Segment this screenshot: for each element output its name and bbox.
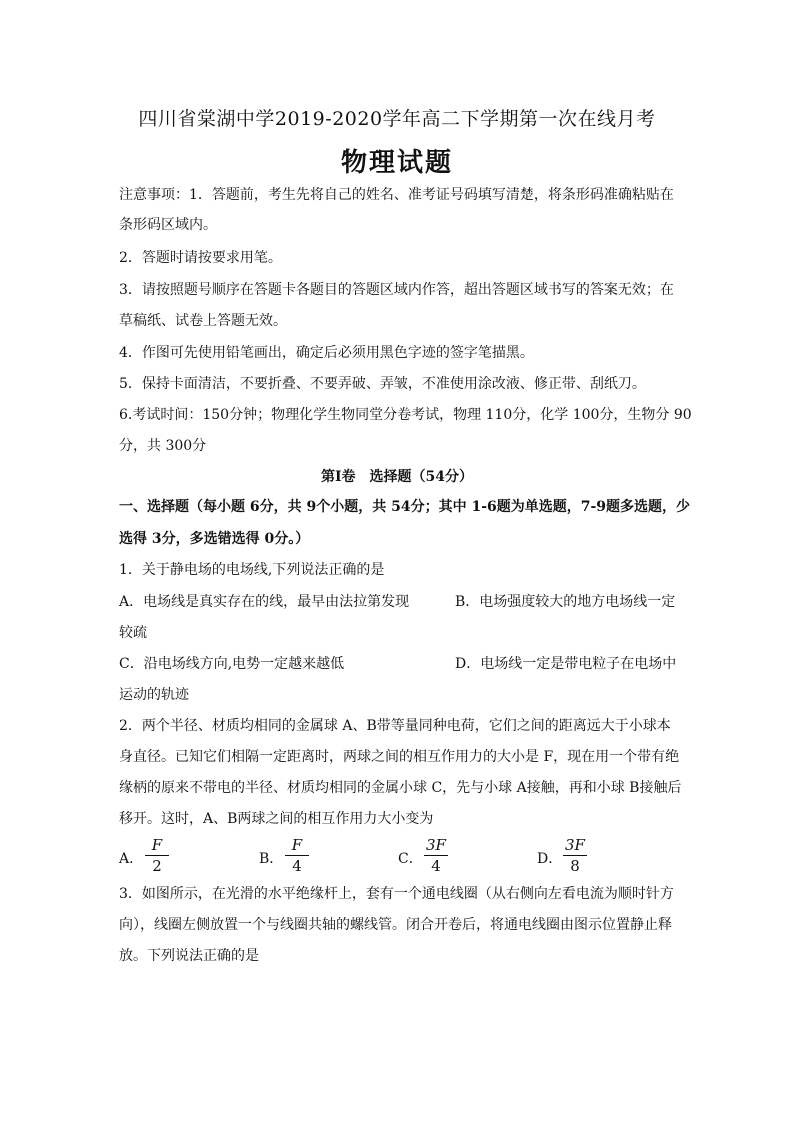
notes-line-9: 分，共 300分: [119, 438, 207, 454]
question-2-line-4: 移开。这时，A、B两球之间的相互作用力大小变为: [119, 811, 434, 827]
fraction-bar: [285, 855, 309, 856]
fraction-numerator: F: [151, 836, 163, 854]
notes-line-7: 5．保持卡面清洁，不要折叠、不要弄破、弄皱，不准使用涂改液、修正带、刮纸刀。: [119, 376, 646, 392]
fraction: [563, 836, 587, 875]
section-instructions-1: 一、选择题（每小题 6分，共 9个小题，共 54分；其中 1-6题为单选题，7-9题多选题，少: [119, 499, 691, 515]
question-1-option-a: A．电场线是真实存在的线，最早由法拉第发现: [119, 594, 410, 610]
fraction-numerator: 3F: [565, 836, 585, 854]
question-3-line-2: 向），线圈左侧放置一个与线圈共轴的螺线管。闭合开卷后，将通电线圈由图示位置静止释: [119, 917, 672, 933]
exam-title: 四川省棠湖中学2019-2020学年高二下学期第一次在线月考: [138, 108, 656, 130]
notes-line-5: 草稿纸、试卷上答题无效。: [119, 313, 287, 329]
fraction: [285, 836, 309, 875]
fraction: [424, 836, 448, 875]
notes-line-3: 2．答题时请按要求用笔。: [119, 250, 282, 266]
question-1-option-b-cont: 较疏: [119, 625, 147, 641]
fraction-bar: [145, 855, 169, 856]
question-1-option-d-cont: 运动的轨迹: [119, 687, 189, 703]
question-3-line-3: 放。下列说法正确的是: [119, 948, 259, 964]
notes-line-4: 3．请按照题号顺序在答题卡各题目的答题区域内作答，超出答题区域书写的答案无效；在: [119, 282, 674, 298]
section-heading: 第Ⅰ卷 选择题（54分）: [320, 469, 474, 485]
question-3-line-1: 3．如图所示，在光滑的水平绝缘杆上，套有一个通电线圈（从右侧向左看电流为顺时针方: [119, 886, 674, 902]
fraction-numerator: F: [291, 836, 303, 854]
option-label: C．: [398, 851, 423, 867]
notes-line-2: 条形码区域内。: [119, 217, 217, 233]
question-1-option-c: C．沿电场线方向,电势一定越来越低: [119, 656, 345, 672]
fraction-denominator: 2: [152, 857, 162, 875]
notes-line-8: 6.考试时间：150分钟；物理化学生物同堂分卷考试，物理 110分，化学 100分，生物分 90: [119, 407, 692, 423]
question-1-stem: 1．关于静电场的电场线,下列说法正确的是: [119, 562, 385, 578]
question-1-option-b: B．电场强度较大的地方电场线一定: [455, 594, 676, 610]
option-label: D．: [537, 851, 563, 867]
notes-line-1: 注意事项：1．答题前，考生先将自己的姓名、准考证号码填写清楚，将条形码准确粘贴在: [119, 187, 674, 203]
fraction: [145, 836, 169, 875]
notes-line-6: 4．作图可先使用铅笔画出，确定后必须用黑色字迹的签字笔描黑。: [119, 345, 534, 361]
question-2-line-1: 2．两个半径、材质均相同的金属球 A、B带等量同种电荷，它们之间的距离远大于小球本: [119, 718, 671, 734]
fraction-numerator: 3F: [426, 836, 446, 854]
fraction-denominator: 4: [292, 857, 302, 875]
exam-subject-title: 物理试题: [340, 148, 453, 178]
question-2-line-3: 缘柄的原来不带电的半径、材质均相同的金属小球 C，先与小球 A接触，再和小球 B接触后: [119, 780, 682, 796]
section-instructions-2: 选得 3分，多选错选得 0分。）: [119, 531, 310, 547]
question-2-line-2: 身直径。已知它们相隔一定距离时，两球之间的相互作用力的大小是 F，现在用一个带有绝: [119, 749, 680, 765]
fraction-bar: [563, 855, 587, 856]
question-1-option-d: D．电场线一定是带电粒子在电场中: [455, 656, 677, 672]
fraction-denominator: 8: [570, 857, 580, 875]
option-label: A．: [119, 851, 144, 867]
option-label: B．: [259, 851, 284, 867]
fraction-denominator: 4: [431, 857, 441, 875]
fraction-bar: [424, 855, 448, 856]
